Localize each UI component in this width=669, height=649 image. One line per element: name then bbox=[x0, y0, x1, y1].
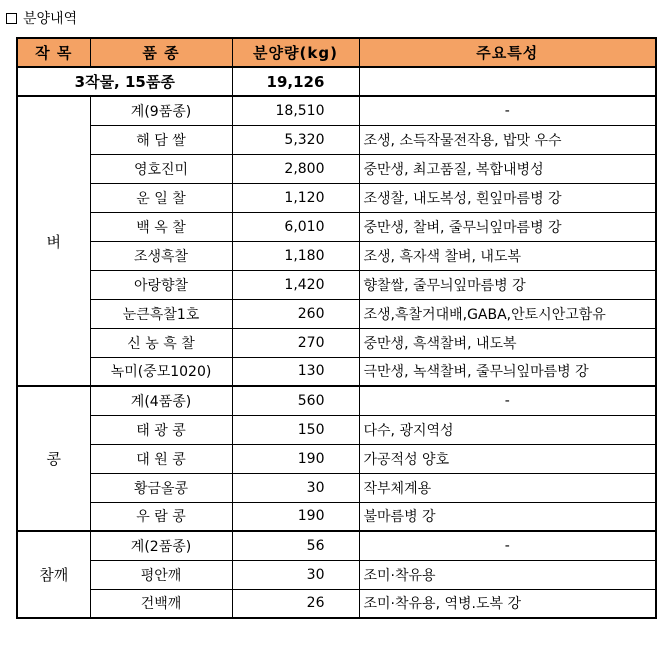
total-feature bbox=[359, 67, 656, 96]
table-row bbox=[17, 560, 656, 589]
feature-cell: 불마름병 강 bbox=[359, 502, 656, 531]
feature-cell: 조생찰, 내도복성, 흰잎마름병 강 bbox=[359, 183, 656, 212]
table-row bbox=[17, 270, 656, 299]
variety-cell: 태 광 콩 bbox=[90, 415, 232, 444]
variety-cell: 건백깨 bbox=[90, 589, 232, 618]
table-row bbox=[17, 299, 656, 328]
feature-cell: 조미·착유용, 역병.도복 강 bbox=[359, 589, 656, 618]
table-row bbox=[17, 154, 656, 183]
feature-cell: 다수, 광지역성 bbox=[359, 415, 656, 444]
table-row bbox=[17, 473, 656, 502]
feature-cell: 향찰쌀, 줄무늬잎마름병 강 bbox=[359, 270, 656, 299]
amount-cell: 1,120 bbox=[232, 183, 359, 212]
feature-cell: 중만생, 흑색찰벼, 내도복 bbox=[359, 328, 656, 357]
total-label: 3작물, 15품종 bbox=[17, 67, 232, 96]
amount-cell: 18,510 bbox=[232, 96, 359, 125]
variety-cell: 신 농 흑 찰 bbox=[90, 328, 232, 357]
table-row bbox=[17, 328, 656, 357]
table-row bbox=[17, 183, 656, 212]
table-row bbox=[17, 531, 656, 560]
feature-cell: 중만생, 찰벼, 줄무늬잎마름병 강 bbox=[359, 212, 656, 241]
table-row bbox=[17, 125, 656, 154]
amount-cell: 56 bbox=[232, 531, 359, 560]
section-title-text: 분양내역 bbox=[23, 11, 78, 27]
total-amount: 19,126 bbox=[232, 67, 359, 96]
feature-cell: 조생,흑찰거대배,GABA,안토시안고함유 bbox=[359, 299, 656, 328]
feature-cell: 가공적성 양호 bbox=[359, 444, 656, 473]
feature-cell: 작부체계용 bbox=[359, 473, 656, 502]
table-row bbox=[17, 502, 656, 531]
table-row bbox=[17, 415, 656, 444]
crop-cell: 벼 bbox=[17, 96, 90, 386]
table-row bbox=[17, 357, 656, 386]
amount-cell: 190 bbox=[232, 502, 359, 531]
amount-cell: 1,420 bbox=[232, 270, 359, 299]
variety-cell: 녹미(중모1020) bbox=[90, 357, 232, 386]
amount-cell: 560 bbox=[232, 386, 359, 415]
header-amount: 분양량(kg) bbox=[232, 38, 359, 67]
variety-cell: 대 원 콩 bbox=[90, 444, 232, 473]
table-row bbox=[17, 589, 656, 618]
variety-cell: 우 람 콩 bbox=[90, 502, 232, 531]
feature-cell: 극만생, 녹색찰벼, 줄무늬잎마름병 강 bbox=[359, 357, 656, 386]
total-row bbox=[17, 67, 656, 96]
table-row bbox=[17, 444, 656, 473]
amount-cell: 1,180 bbox=[232, 241, 359, 270]
variety-cell: 평안깨 bbox=[90, 560, 232, 589]
feature-cell: 조생, 소득작물전작용, 밥맛 우수 bbox=[359, 125, 656, 154]
variety-cell: 백 옥 찰 bbox=[90, 212, 232, 241]
section-title bbox=[6, 8, 77, 28]
variety-cell: 황금올콩 bbox=[90, 473, 232, 502]
header-variety: 품 종 bbox=[90, 38, 232, 67]
amount-cell: 6,010 bbox=[232, 212, 359, 241]
variety-cell: 해 담 쌀 bbox=[90, 125, 232, 154]
variety-cell: 아랑향찰 bbox=[90, 270, 232, 299]
table-row bbox=[17, 212, 656, 241]
feature-cell: 중만생, 최고품질, 복합내병성 bbox=[359, 154, 656, 183]
crop-cell: 콩 bbox=[17, 386, 90, 531]
variety-cell: 계(9품종) bbox=[90, 96, 232, 125]
table-row bbox=[17, 241, 656, 270]
feature-cell: - bbox=[359, 96, 656, 125]
variety-cell: 눈큰흑찰1호 bbox=[90, 299, 232, 328]
feature-cell: - bbox=[359, 531, 656, 560]
variety-cell: 계(2품종) bbox=[90, 531, 232, 560]
amount-cell: 30 bbox=[232, 560, 359, 589]
checkbox-icon bbox=[6, 13, 17, 24]
table-row bbox=[17, 386, 656, 415]
amount-cell: 190 bbox=[232, 444, 359, 473]
amount-cell: 30 bbox=[232, 473, 359, 502]
table-row bbox=[17, 96, 656, 125]
feature-cell: 조생, 흑자색 찰벼, 내도복 bbox=[359, 241, 656, 270]
amount-cell: 130 bbox=[232, 357, 359, 386]
amount-cell: 5,320 bbox=[232, 125, 359, 154]
header-crop: 작 목 bbox=[17, 38, 90, 67]
variety-cell: 운 일 찰 bbox=[90, 183, 232, 212]
crop-cell: 참깨 bbox=[17, 531, 90, 618]
variety-cell: 계(4품종) bbox=[90, 386, 232, 415]
feature-cell: - bbox=[359, 386, 656, 415]
header-feature: 주요특성 bbox=[359, 38, 656, 67]
distribution-table bbox=[16, 37, 657, 619]
feature-cell: 조미·착유용 bbox=[359, 560, 656, 589]
variety-cell: 조생흑찰 bbox=[90, 241, 232, 270]
table-header-row bbox=[17, 38, 656, 67]
amount-cell: 150 bbox=[232, 415, 359, 444]
variety-cell: 영호진미 bbox=[90, 154, 232, 183]
amount-cell: 260 bbox=[232, 299, 359, 328]
amount-cell: 270 bbox=[232, 328, 359, 357]
amount-cell: 26 bbox=[232, 589, 359, 618]
amount-cell: 2,800 bbox=[232, 154, 359, 183]
